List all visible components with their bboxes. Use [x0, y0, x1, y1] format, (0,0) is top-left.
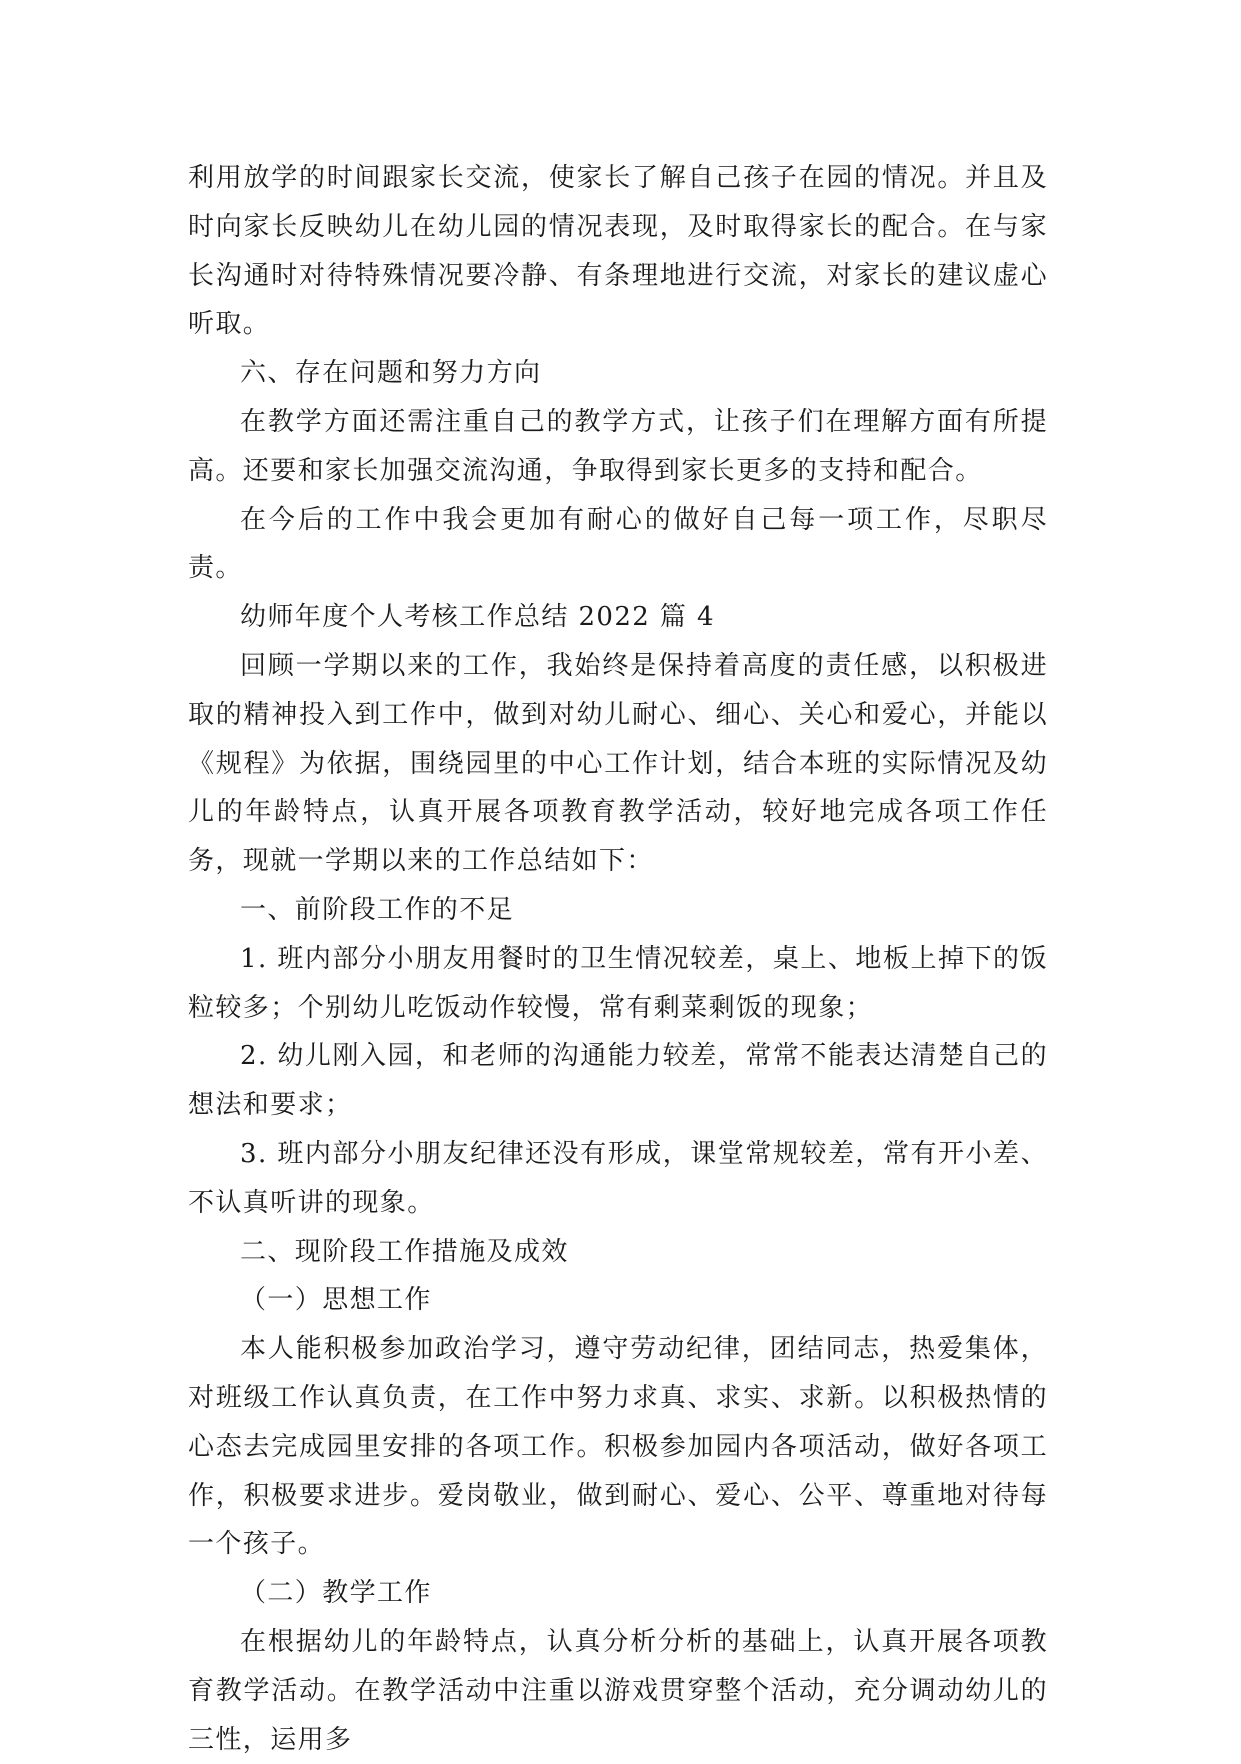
list-item-shortcoming-3: 3. 班内部分小朋友纪律还没有形成，课堂常规较差，常有开小差、不认真听讲的现象。 [188, 1138, 1048, 1218]
section-heading-shortcomings: 一、前阶段工作的不足 [240, 894, 515, 925]
paragraph-review: 回顾一学期以来的工作，我始终是保持着高度的责任感，以积极进取的精神投入到工作中，做到对幼儿耐心、细心、关心和爱心，并能以《规程》为依据，围绕园里的中心工作计划，结合本班的实际情况及幼儿的年龄特点，认真开展各项教育教学活动，较好地完成各项工作任务，现就一学期以来的工作总结如下： [188, 650, 1048, 877]
subsection-heading-teaching: （二）教学工作 [240, 1578, 432, 1609]
section-heading-measures: 二、现阶段工作措施及成效 [240, 1236, 569, 1267]
paragraph-parent-communication: 利用放学的时间跟家长交流，使家长了解自己孩子在园的情况。并且及时向家长反映幼儿在幼儿园的情况表现，及时取得家长的配合。在与家长沟通时对待特殊情况要冷静、有条理地进行交流，对家长的建议虚心听取。 [188, 163, 1048, 340]
article-title: 幼师年度个人考核工作总结 2022 篇 4 [240, 602, 715, 633]
section-heading-problems: 六、存在问题和努力方向 [240, 358, 542, 389]
paragraph-teaching: 在根据幼儿的年龄特点，认真分析分析的基础上，认真开展各项教育教学活动。在教学活动中注重以游戏贯穿整个活动，充分调动幼儿的三性，运用多 [188, 1626, 1048, 1755]
document-body [188, 154, 1048, 1764]
paragraph-future-work: 在今后的工作中我会更加有耐心的做好自己每一项工作，尽职尽责。 [188, 504, 1048, 584]
paragraph-ideology: 本人能积极参加政治学习，遵守劳动纪律，团结同志，热爱集体，对班级工作认真负责，在工作中努力求真、求实、求新。以积极热情的心态去完成园里安排的各项工作。积极参加园内各项活动，做好各项工作，积极要求进步。爱岗敬业，做到耐心、爱心、公平、尊重地对待每一个孩子。 [188, 1334, 1048, 1560]
list-item-shortcoming-2: 2. 幼儿刚入园，和老师的沟通能力较差，常常不能表达清楚自己的想法和要求； [188, 1041, 1048, 1121]
subsection-heading-ideology: （一）思想工作 [240, 1285, 432, 1316]
list-item-shortcoming-1: 1. 班内部分小朋友用餐时的卫生情况较差，桌上、地板上掉下的饭粒较多；个别幼儿吃饭动作较慢，常有剩菜剩饭的现象； [188, 943, 1048, 1023]
paragraph-teaching-improvement: 在教学方面还需注重自己的教学方式，让孩子们在理解方面有所提高。还要和家长加强交流沟通，争取得到家长更多的支持和配合。 [188, 406, 1048, 486]
